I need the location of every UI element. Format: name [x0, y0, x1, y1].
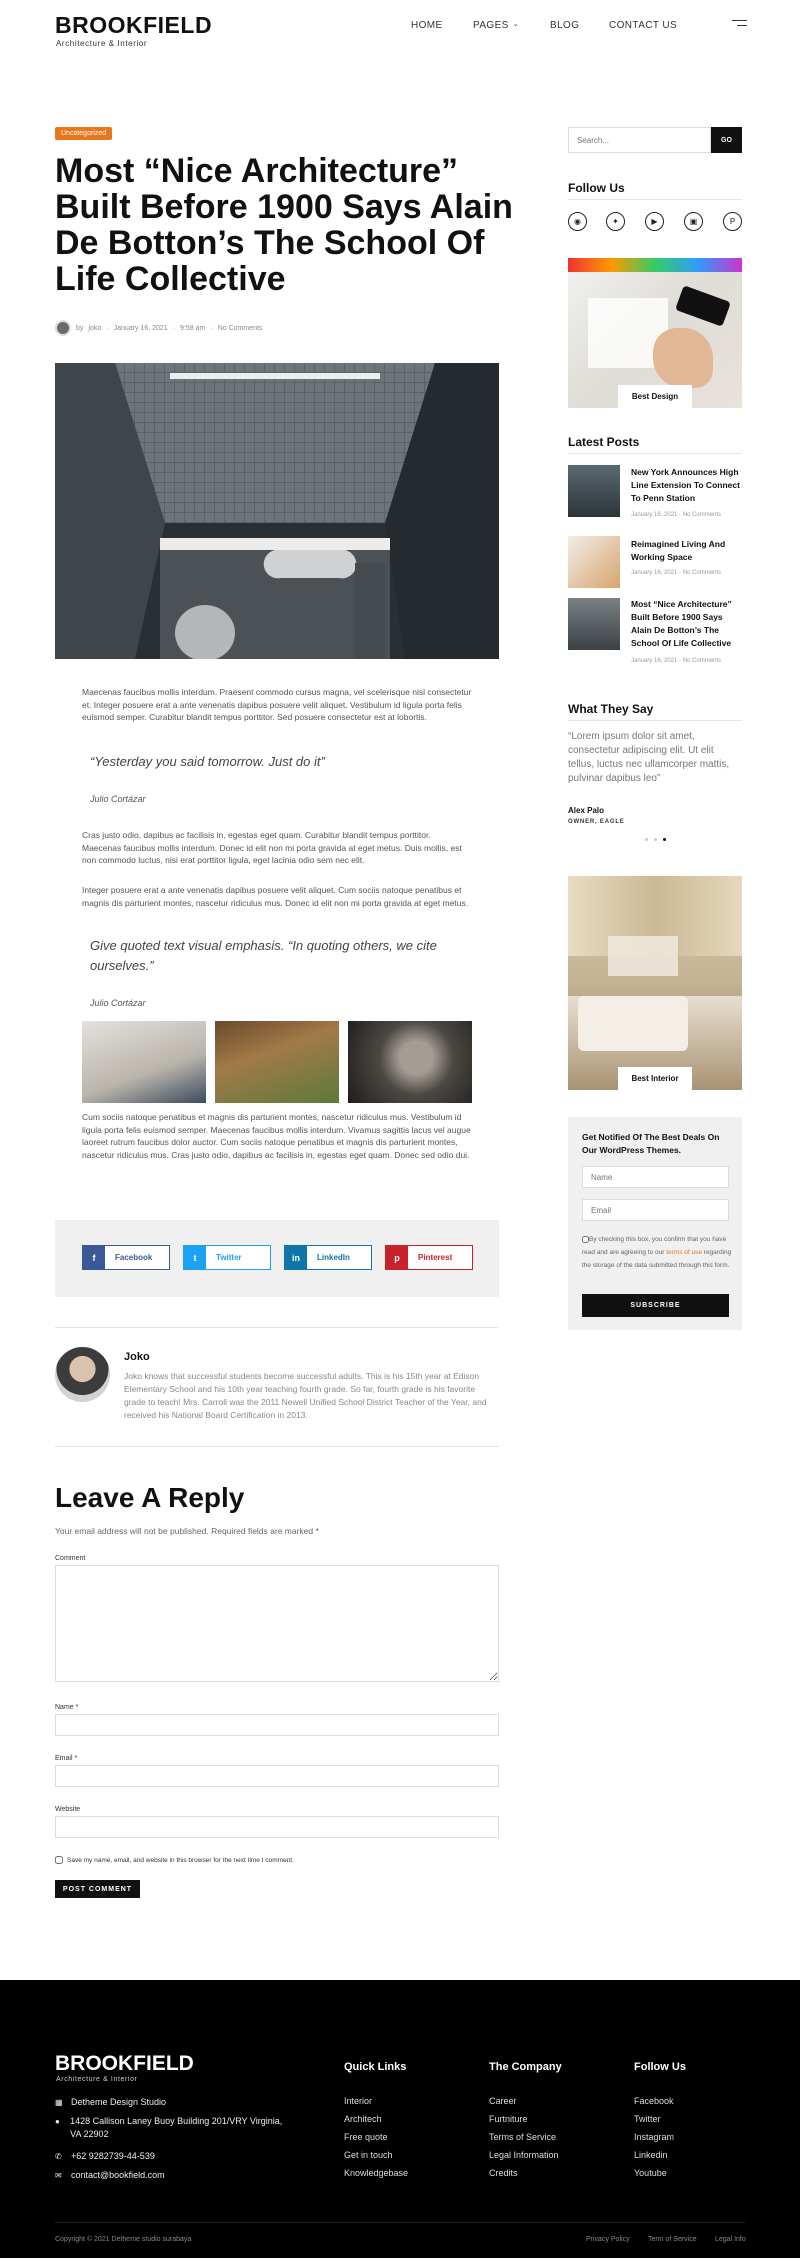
share-label: Twitter [216, 1253, 242, 1262]
reply-title: Leave A Reply [55, 1482, 245, 1513]
footer-tagline: Architecture & Interior [56, 2076, 138, 2083]
consent-text-a: By checking this box, you confirm that you have read and are agreeing to our [582, 1236, 727, 1256]
footer-address-text: 1428 Callison Laney Buoy Building 201/VRY Virginia, VA 22902 [70, 2116, 283, 2139]
footer-quick-link[interactable]: Architech [344, 2114, 382, 2124]
save-info-checkbox[interactable] [55, 1856, 63, 1864]
linkedin-icon: in [285, 1246, 307, 1269]
testimonial-name: Alex Palo [568, 806, 605, 815]
latest-post-title-1[interactable]: New York Announces High Line Extension To Connect To Penn Station [631, 467, 740, 503]
twitter-icon: t [184, 1246, 206, 1269]
footer-studio [55, 2096, 295, 2109]
location-pin-icon: ● [55, 2117, 60, 2126]
share-label: Facebook [115, 1253, 153, 1262]
paragraph-4: Cum sociis natoque penatibus et magnis dis parturient montes, nascetur ridiculus mus. Vestibulum id ligula porta felis euismod semper. Maecenas faucibus mollis interdum. Vivamus sagittis lacus vel augue laoreet rutrum faucibus dolor auctor. Cum sociis natoque penatibus et magnis dis parturient montes, nascetur ridiculus mus. Cras justo odio, dapibus ac facilisis in, egestas eget quam. Donec sed odio dui. [82, 1112, 471, 1160]
paragraph-2: Cras justo odio, dapibus ac facilisis in, egestas eget quam. Curabitur blandit tempus porttitor. Maecenas faucibus mollis interdum. Donec id elit non mi porta gravida at eget metus. Duis mollis, est non commodo luctus, nisi erat porttitor ligula, eget lacinia odio sem nec elit. [82, 830, 462, 865]
save-info-row [55, 1856, 294, 1864]
quick-links-title: Quick Links [344, 2061, 407, 2073]
nav-blog[interactable]: BLOG [550, 20, 580, 31]
footer-company-link[interactable]: Credits [489, 2168, 518, 2178]
website-label: Website [55, 1806, 81, 1813]
subscribe-button[interactable]: SUBSCRIBE [582, 1294, 729, 1317]
name-label: Name * [55, 1704, 79, 1711]
divider [55, 1446, 499, 1447]
footer-quick-link[interactable]: Get in touch [344, 2150, 393, 2160]
divider [568, 453, 742, 454]
ad-banner-interior[interactable] [568, 876, 742, 1090]
footer-company-link[interactable]: Terms of Service [489, 2132, 557, 2142]
consent-text-b: regarding the storage of the data submitted through this form. [582, 1249, 732, 1269]
latest-post-meta-2: January 16, 2021 · No Comments [631, 570, 722, 576]
footer-link-terms[interactable]: Term of Service [648, 2236, 697, 2243]
testimonial-title: What They Say [568, 702, 654, 716]
terms-link[interactable]: terms of use [666, 1249, 702, 1256]
latest-post-thumb-1[interactable] [568, 465, 620, 517]
footer-company-link[interactable]: Career [489, 2096, 517, 2106]
chevron-down-icon: ⌄ [512, 21, 519, 28]
newsletter-name-input[interactable] [582, 1166, 729, 1188]
author-name[interactable]: Joko [124, 1351, 150, 1363]
divider [568, 720, 742, 721]
footer-logo[interactable]: BROOKFIELD [55, 2052, 194, 2075]
paragraph-1: Maecenas faucibus mollis interdum. Praesent commodo cursus magna, vel scelerisque nisl consectetur et. Integer posuere erat a ante venenatis dapibus posuere velit aliquet. Vestibulum id ligula porta felis euismod semper. Curabitur blandit tempus porttitor. Sed posuere consectetur est at lobortis. [82, 687, 472, 722]
cite-2: Julio Cortázar [90, 998, 146, 1008]
github-icon[interactable]: ◉ [568, 212, 587, 231]
ad-label-interior[interactable]: Best Interior [618, 1067, 692, 1090]
carousel-dot-active[interactable] [663, 838, 666, 841]
share-linkedin-button[interactable] [284, 1245, 372, 1270]
gallery-image-3[interactable] [348, 1021, 472, 1103]
ad-label-design[interactable]: Best Design [618, 385, 692, 408]
latest-post-title-2[interactable]: Reimagined Living And Working Space [631, 539, 726, 562]
site-tagline: Architecture & Interior [56, 39, 148, 48]
carousel-dots [645, 838, 666, 841]
reply-note: Your email address will not be published. Required fields are marked * [55, 1526, 319, 1536]
phone-icon: ✆ [55, 2152, 62, 2161]
mail-icon: ✉ [55, 2171, 62, 2180]
nav-contact[interactable]: CONTACT US [609, 20, 678, 31]
footer-quick-link[interactable]: Interior [344, 2096, 373, 2106]
facebook-icon: f [83, 1246, 105, 1269]
footer-divider [55, 2222, 745, 2223]
save-info-label: Save my name, email, and website in this browser for the next time I comment. [67, 1856, 294, 1864]
post-meta: by joko · January 16, 2021 · 9:58 am · No Comments [55, 320, 262, 336]
pinterest-icon: p [386, 1246, 408, 1269]
footer-link-legal[interactable]: Legal Info [715, 2236, 746, 2243]
ad-banner-design[interactable] [568, 258, 742, 408]
footer-follow-link[interactable]: Youtube [634, 2168, 667, 2178]
category-badge[interactable]: Uncategorized [55, 127, 112, 140]
blockquote-2: Give quoted text visual emphasis. “In quoting others, we cite ourselves.” [90, 938, 437, 973]
gallery-image-1[interactable] [82, 1021, 206, 1103]
author-avatar-small[interactable] [55, 320, 71, 336]
footer-follow-title: Follow Us [634, 2061, 686, 2073]
footer-phone-text[interactable]: +62 9282739-44-539 [71, 2151, 155, 2161]
meta-time: 9:58 am [180, 324, 206, 332]
nav-home[interactable]: HOME [411, 20, 443, 31]
footer-link-privacy[interactable]: Privacy Policy [586, 2236, 630, 2243]
gallery-image-2[interactable] [215, 1021, 339, 1103]
share-pinterest-button[interactable] [385, 1245, 473, 1270]
website-input[interactable] [55, 1816, 499, 1838]
footer-follow-link[interactable]: Twitter [634, 2114, 661, 2124]
pinterest-icon[interactable]: P [723, 212, 742, 231]
share-twitter-button[interactable] [183, 1245, 271, 1270]
footer-email-text[interactable]: contact@bookfield.com [71, 2170, 165, 2180]
meta-by: by [76, 324, 84, 332]
comment-label: Comment [55, 1555, 86, 1562]
newsletter-email-input[interactable] [582, 1199, 729, 1221]
footer-studio-text: Detheme Design Studio [71, 2097, 167, 2107]
twitter-icon[interactable]: ✦ [606, 212, 625, 231]
newsletter-title: Get Notified Of The Best Deals On Our WordPress Themes. [582, 1132, 720, 1155]
meta-comments[interactable]: No Comments [217, 324, 263, 332]
share-label: Pinterest [418, 1253, 453, 1262]
cite-1: Julio Cortázar [90, 794, 146, 804]
testimonial-role: OWNER, EAGLE [568, 819, 625, 825]
email-label: Email * [55, 1755, 78, 1762]
footer-quick-link[interactable]: Knowledgebase [344, 2168, 409, 2178]
instagram-icon[interactable]: ▣ [684, 212, 703, 231]
meta-author[interactable]: joko [88, 324, 102, 332]
meta-date[interactable]: January 16, 2021 [113, 324, 168, 332]
post-title: Most “Nice Architecture” Built Before 1900 Says Alain De Botton’s The School Of Life Collective [55, 152, 513, 298]
footer-phone [55, 2150, 295, 2163]
latest-post-thumb-3[interactable] [568, 598, 620, 650]
footer-quick-link[interactable]: Free quote [344, 2132, 388, 2142]
newsletter-consent [582, 1233, 732, 1272]
footer-follow-link[interactable]: Facebook [634, 2096, 674, 2106]
carousel-dot[interactable] [654, 838, 657, 841]
email-input[interactable] [55, 1765, 499, 1787]
footer-company-link[interactable]: Furtniture [489, 2114, 528, 2124]
post-comment-button[interactable]: POST COMMENT [55, 1880, 140, 1898]
author-avatar[interactable] [55, 1347, 110, 1402]
follow-title: Follow Us [568, 181, 625, 195]
share-label: LinkedIn [317, 1253, 350, 1262]
latest-post-title-3[interactable]: Most “Nice Architecture” Built Before 1900 Says Alain De Botton’s The School Of Life Collective [631, 599, 732, 648]
latest-post-meta-1: January 16, 2021 · No Comments [631, 512, 722, 518]
hero-image [55, 363, 499, 659]
latest-post-thumb-2[interactable] [568, 536, 620, 588]
author-bio: Joko knows that successful students become successful adults. This is his 15th year at Edison Elementary School and his 10th year teaching fourth grade. So far, fourth grade is his favorite grade to teach! Mrs. Carroll was the 2011 Newell Unified School District Teacher of the Year, and received his National Board Certification in 2013. [124, 1371, 487, 1420]
latest-title: Latest Posts [568, 435, 640, 449]
search-button[interactable]: GO [711, 127, 742, 153]
blockquote-1: “Yesterday you said tomorrow. Just do it” [90, 754, 325, 769]
footer-company-link[interactable]: Legal Information [489, 2150, 559, 2160]
name-input[interactable] [55, 1714, 499, 1736]
footer-address [55, 2115, 295, 2141]
youtube-icon[interactable]: ▶ [645, 212, 664, 231]
building-icon: ▦ [55, 2098, 63, 2107]
testimonial-text: “Lorem ipsum dolor sit amet, consectetur adipiscing elit. Ut elit tellus, luctus nec ullamcorper mattis, pulvinar dapibus leo” [568, 731, 730, 784]
footer-follow-link[interactable]: Linkedin [634, 2150, 668, 2160]
carousel-dot[interactable] [645, 838, 648, 841]
nav-pages[interactable] [473, 20, 519, 31]
share-facebook-button[interactable] [82, 1245, 170, 1270]
divider [568, 199, 742, 200]
nav-pages-label: PAGES [473, 20, 509, 31]
copyright: Copyright © 2021 Detheme studio surabaya [55, 2236, 192, 2243]
search-input[interactable] [568, 127, 711, 153]
paragraph-3: Integer posuere erat a ante venenatis dapibus posuere velit aliquet. Cum sociis natoque penatibus et magnis dis parturient montes, nascetur ridiculus mus. Donec id elit non mi porta gravida at eget metus. [82, 885, 468, 908]
latest-post-meta-3: January 16, 2021 · No Comments [631, 658, 722, 664]
footer-email [55, 2169, 295, 2182]
divider [55, 1327, 499, 1328]
newsletter-consent-checkbox[interactable] [582, 1236, 589, 1243]
footer-follow-link[interactable]: Instagram [634, 2132, 675, 2142]
site-logo[interactable]: BROOKFIELD [55, 12, 213, 38]
hamburger-menu-icon[interactable] [732, 20, 747, 30]
comment-textarea[interactable] [55, 1565, 499, 1682]
company-title: The Company [489, 2061, 562, 2073]
